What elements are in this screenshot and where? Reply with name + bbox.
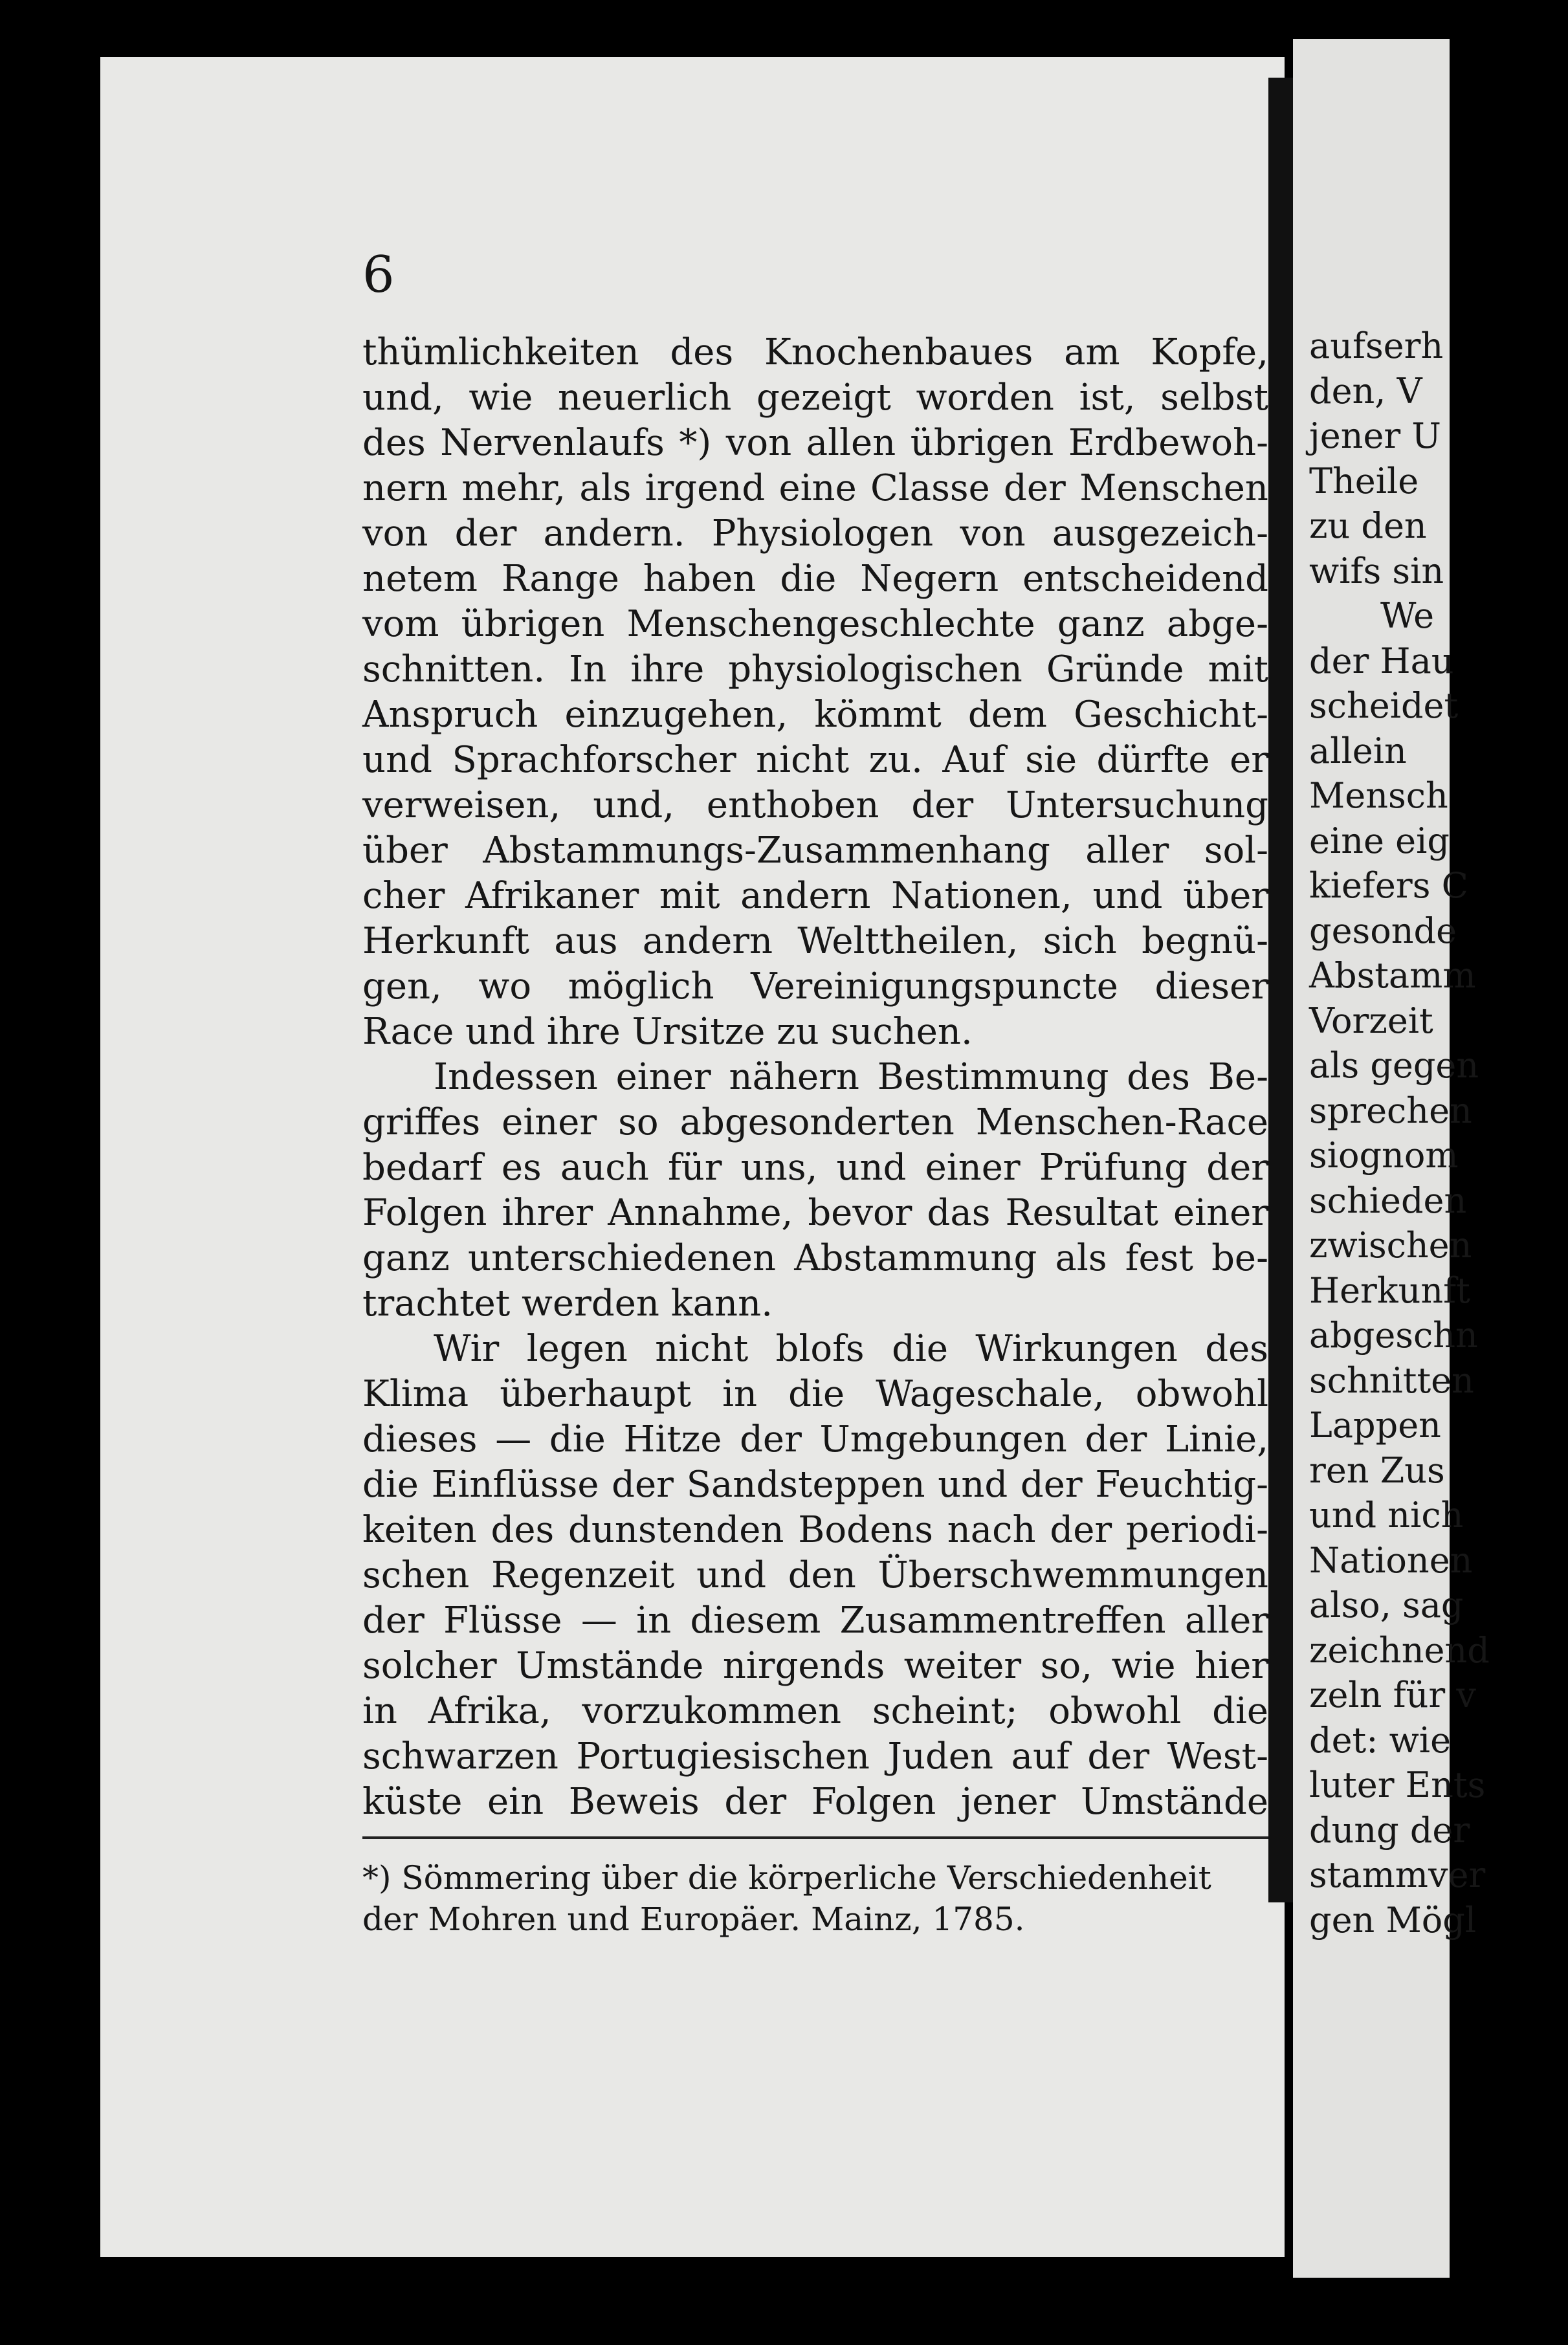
text-line: schwarzen Portugiesischen Juden auf der West- [362, 1735, 1268, 1778]
facing-text-line: zu den [1309, 505, 1427, 546]
text-line: thümlichkeiten des Knochenbaues am Kopfe, [362, 331, 1268, 373]
text-line: trachtet werden kann. [362, 1283, 773, 1325]
text-line: schnitten. In ihre physiologischen Gründe mit [362, 648, 1268, 690]
facing-text-line: gen Mögl [1309, 1899, 1477, 1941]
facing-text-line: kiefers C [1309, 865, 1468, 906]
book-gutter [1268, 78, 1293, 1902]
facing-text-line: Nationen [1309, 1539, 1473, 1581]
text-line: über Abstammungs-Zusammenhang aller sol- [362, 830, 1268, 872]
facing-text-line: gesonde [1309, 910, 1457, 951]
text-line: ganz unterschiedenen Abstammung als fest be- [362, 1237, 1268, 1279]
text-line: Anspruch einzugehen, kömmt dem Geschicht- [362, 694, 1268, 736]
facing-text-line: stammver [1309, 1855, 1486, 1895]
footnote-line: der Mohren und Europäer. Mainz, 1785. [362, 1900, 1025, 1938]
facing-text-line: als gegen [1309, 1045, 1479, 1086]
text-line: des Nervenlaufs *) von allen übrigen Erdbewoh- [362, 422, 1268, 464]
text-line: verweisen, und, enthoben der Untersuchung [362, 784, 1268, 826]
text-line: die Einflüsse der Sandsteppen und der Feuchtig- [362, 1464, 1268, 1506]
text-line: Herkunft aus andern Welttheilen, sich begnü- [362, 920, 1268, 962]
main-text-block [362, 330, 1268, 1825]
facing-text-line: zeln für v [1309, 1675, 1476, 1715]
facing-text-line: wifs sin [1309, 550, 1444, 591]
facing-text-line: und nich [1309, 1495, 1464, 1536]
facing-text-line: ren Zus [1309, 1449, 1445, 1491]
facing-text-line: Vorzeit [1309, 1000, 1433, 1041]
facing-text-line: Lappen [1309, 1405, 1441, 1446]
facing-text-line: zeichnend [1309, 1629, 1490, 1671]
facing-text-line: schnitten [1309, 1360, 1474, 1401]
text-line: Race und ihre Ursitze zu suchen. [362, 1011, 973, 1053]
facing-text-line: den, V [1309, 370, 1422, 412]
text-line: Folgen ihrer Annahme, bevor das Resultat einer [362, 1192, 1268, 1234]
text-line: griffes einer so abgesonderten Menschen-Race [362, 1101, 1268, 1143]
facing-text-line: det: wie [1309, 1719, 1452, 1761]
text-line: dieses — die Hitze der Umgebungen der Linie, [362, 1418, 1268, 1460]
text-line: in Afrika, vorzukommen scheint; obwohl die [362, 1690, 1268, 1732]
footnote [362, 1857, 1268, 1940]
facing-text-line: scheidet [1309, 685, 1459, 726]
facing-text-line: allein [1309, 730, 1407, 771]
facing-text-line: der Hau [1309, 640, 1454, 681]
text-line: solcher Umstände nirgends weiter so, wie hier [362, 1645, 1268, 1687]
facing-text-line: Mensch [1309, 775, 1448, 816]
facing-text-line: We [1380, 595, 1435, 636]
text-line: vom übrigen Menschengeschlechte ganz abge- [362, 603, 1268, 645]
facing-text-line: sprechen [1309, 1090, 1472, 1131]
text-line: cher Afrikaner mit andern Nationen, und über [362, 875, 1268, 917]
facing-text-line: jener U [1309, 415, 1441, 456]
footnote-rule [362, 1836, 1268, 1839]
text-line: netem Range haben die Negern entscheidend [362, 558, 1268, 600]
text-line: bedarf es auch für uns, und einer Prüfung der [362, 1147, 1268, 1189]
facing-text-line: siognom [1309, 1135, 1459, 1176]
text-line: der Flüsse — in diesem Zusammentreffen aller [362, 1600, 1268, 1642]
text-line: und Sprachforscher nicht zu. Auf sie dürfte er [362, 739, 1268, 781]
text-line: von der andern. Physiologen von ausgezeich- [362, 512, 1268, 555]
text-line: Wir legen nicht blofs die Wirkungen des [434, 1328, 1268, 1370]
text-line: und, wie neuerlich gezeigt worden ist, selbst [362, 377, 1268, 419]
facing-text-line: luter Ents [1309, 1765, 1486, 1805]
facing-text-line: schieden [1309, 1180, 1467, 1221]
text-line: küste ein Beweis der Folgen jener Umstände [362, 1781, 1268, 1823]
facing-text-line: also, sag [1309, 1585, 1464, 1625]
facing-text-line: abgeschn [1309, 1315, 1478, 1356]
text-line: schen Regenzeit und den Überschwemmungen [362, 1554, 1268, 1596]
facing-text-line: Herkunft [1309, 1270, 1470, 1311]
facing-text-line: aufserh [1309, 325, 1444, 366]
facing-text-line: zwischen [1309, 1225, 1472, 1266]
facing-book-page [1293, 39, 1490, 2278]
text-line: Klima überhaupt in die Wageschale, obwohl [362, 1373, 1268, 1415]
facing-page-text [1309, 324, 1568, 1943]
footnote-line: *) Sömmering über die körperliche Verschiedenheit [362, 1859, 1211, 1897]
text-line: Indessen einer nähern Bestimmung des Be- [434, 1056, 1268, 1098]
page-number: 6 [362, 246, 395, 304]
facing-text-line: eine eig [1309, 820, 1450, 861]
facing-text-line: dung der [1309, 1809, 1470, 1851]
text-line: gen, wo möglich Vereinigungspuncte dieser [362, 965, 1268, 1007]
facing-text-line: Theile [1309, 460, 1419, 501]
facing-text-line: Abstamm [1309, 955, 1476, 996]
text-line: keiten des dunstenden Bodens nach der periodi- [362, 1509, 1268, 1551]
text-line: nern mehr, als irgend eine Classe der Menschen [362, 467, 1268, 509]
